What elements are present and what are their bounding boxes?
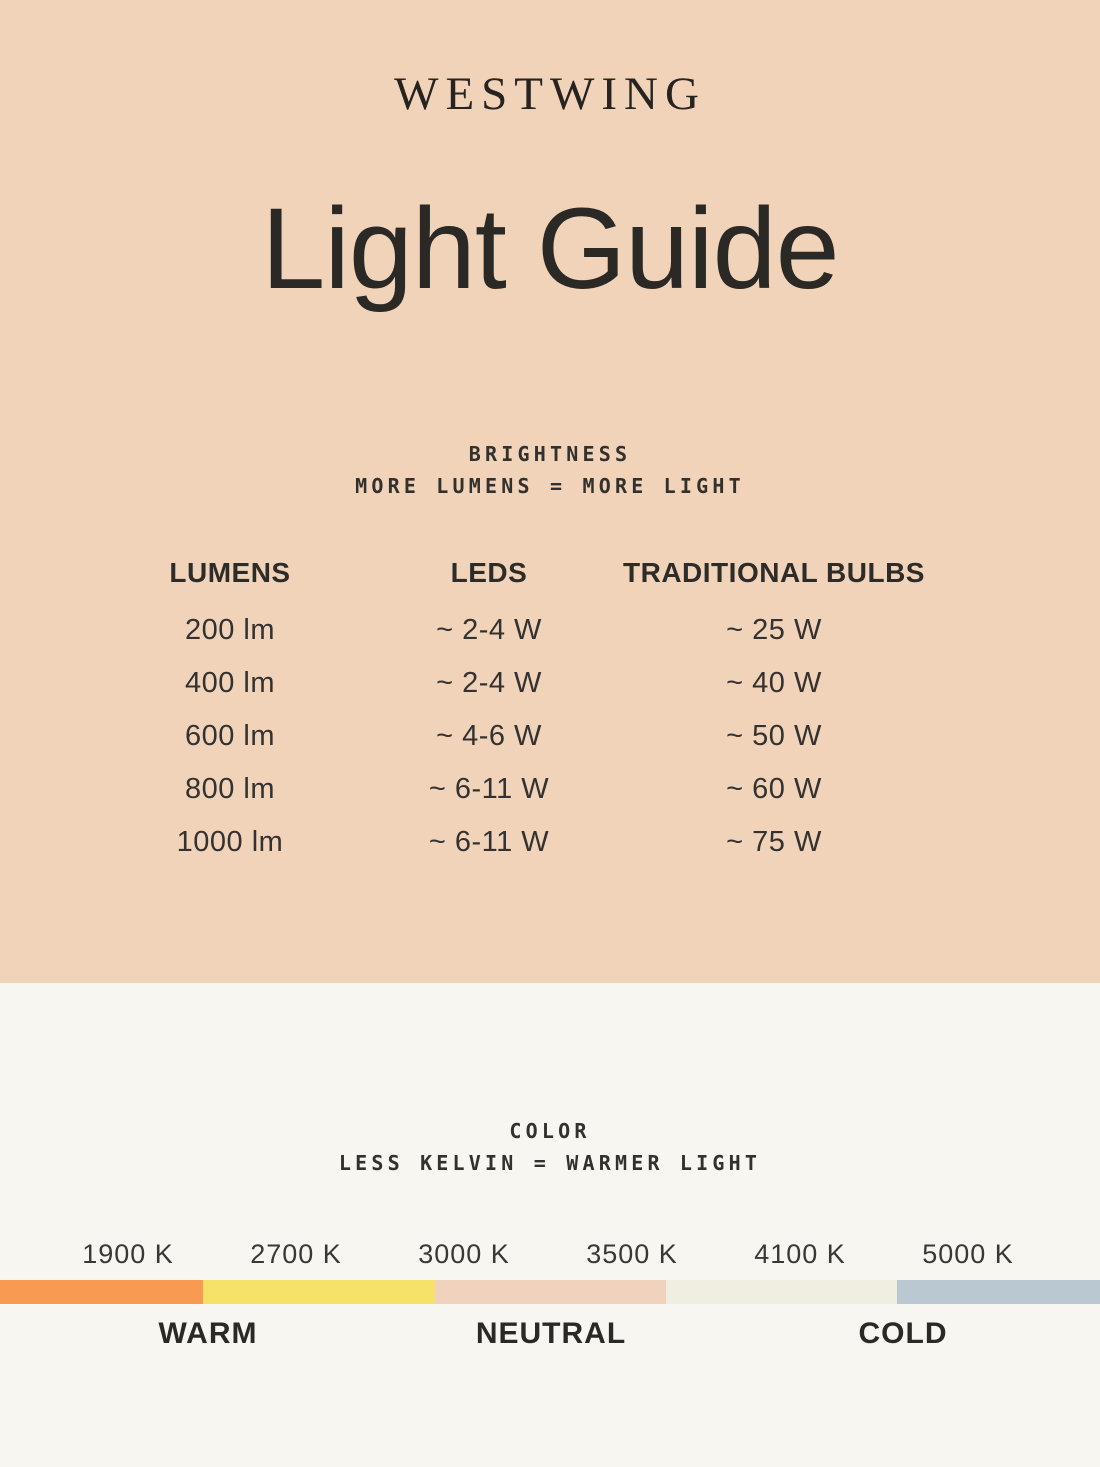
cell-lumens: 400 lm: [184, 667, 276, 699]
scale-segment-warm-yellow: [203, 1280, 435, 1304]
cell-leds: ~ 4-6 W: [436, 720, 542, 752]
cell-traditional: ~ 25 W: [726, 614, 822, 646]
zone-label-warm: WARM: [158, 1317, 258, 1350]
cell-leds: ~ 6-11 W: [428, 773, 550, 805]
brightness-heading: BRIGHTNESS: [468, 442, 632, 466]
scale-segment-neutral-peach: [435, 1280, 666, 1304]
kelvin-scale: [44, 1238, 1052, 1270]
cell-traditional: ~ 60 W: [726, 773, 822, 805]
column-header-lumens: LUMENS: [169, 557, 291, 588]
cell-traditional: ~ 50 W: [726, 720, 822, 752]
brightness-heading-block: [0, 438, 1100, 502]
brightness-subheading: MORE LUMENS = MORE LIGHT: [355, 474, 745, 498]
page-title: Light Guide: [261, 185, 839, 313]
column-header-leds: LEDS: [450, 557, 528, 588]
color-scale-bar: [0, 1280, 1100, 1304]
kelvin-tick: 2700 K: [250, 1239, 342, 1269]
column-header-traditional-bulbs: TRADITIONAL BULBS: [623, 557, 925, 588]
cell-lumens: 800 lm: [184, 773, 276, 805]
color-subheading: LESS KELVIN = WARMER LIGHT: [338, 1151, 762, 1175]
color-temperature-section: [0, 983, 1100, 1467]
kelvin-tick: 1900 K: [82, 1239, 174, 1269]
westwing-logo: WESTWING: [394, 68, 706, 120]
zone-label-neutral: NEUTRAL: [475, 1317, 627, 1350]
cell-leds: ~ 2-4 W: [436, 667, 542, 699]
cell-traditional: ~ 40 W: [726, 667, 822, 699]
zone-label-cold: COLD: [858, 1317, 948, 1350]
kelvin-tick: 4100 K: [754, 1239, 846, 1269]
kelvin-tick: 3000 K: [418, 1239, 510, 1269]
color-heading: COLOR: [509, 1119, 591, 1143]
cell-leds: ~ 6-11 W: [428, 826, 550, 858]
lumens-table: [80, 604, 950, 869]
kelvin-tick: 5000 K: [922, 1239, 1014, 1269]
cell-lumens: 200 lm: [184, 614, 276, 646]
table-header-row: [80, 556, 950, 590]
cell-leds: ~ 2-4 W: [436, 614, 542, 646]
cell-lumens: 600 lm: [184, 720, 276, 752]
cell-lumens: 1000 lm: [176, 826, 284, 858]
scale-segment-warm-orange: [0, 1280, 203, 1304]
scale-segment-cold-blue: [897, 1280, 1100, 1304]
color-heading-block: [0, 1115, 1100, 1179]
cell-traditional: ~ 75 W: [726, 826, 822, 858]
scale-segment-neutral-cream: [666, 1280, 897, 1304]
kelvin-tick: 3500 K: [586, 1239, 678, 1269]
